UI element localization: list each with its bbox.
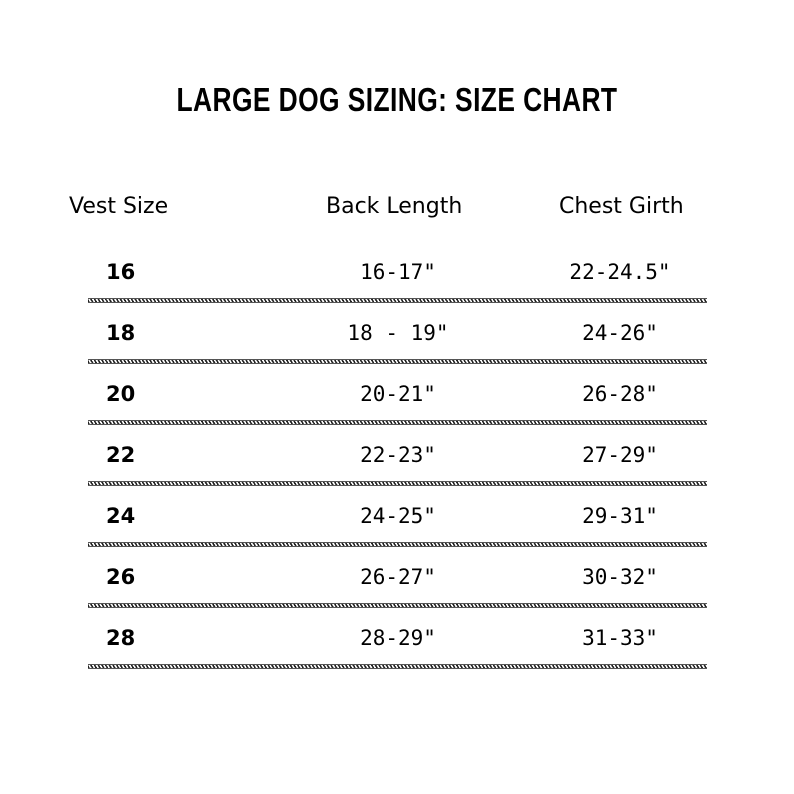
chest-girth-cell: 29-31" (582, 504, 658, 528)
header-chest-girth: Chest Girth (559, 194, 684, 219)
chest-girth-cell: 31-33" (582, 626, 658, 650)
table-row (0, 494, 794, 555)
table-row (0, 311, 794, 372)
header-vest-size: Vest Size (69, 194, 169, 219)
rope-divider (88, 664, 707, 669)
chest-girth-cell: 22-24.5" (569, 260, 671, 284)
vest-size-cell: 22 (106, 443, 136, 467)
vest-size-cell: 18 (106, 321, 136, 345)
chest-girth-cell: 30-32" (582, 565, 658, 589)
chest-girth-cell: 27-29" (582, 443, 658, 467)
rope-divider (88, 481, 707, 486)
back-length-cell: 28-29" (360, 626, 436, 650)
vest-size-cell: 26 (106, 565, 136, 589)
table-row (0, 616, 794, 677)
back-length-cell: 20-21" (360, 382, 436, 406)
rope-divider (88, 542, 707, 547)
vest-size-cell: 24 (106, 504, 136, 528)
chest-girth-cell: 24-26" (582, 321, 658, 345)
back-length-cell: 24-25" (360, 504, 436, 528)
vest-size-cell: 28 (106, 626, 136, 650)
table-row (0, 250, 794, 311)
back-length-cell: 18 - 19" (347, 321, 449, 345)
table-row (0, 372, 794, 433)
page-title: LARGE DOG SIZING: SIZE CHART (176, 81, 618, 118)
chest-girth-cell: 26-28" (582, 382, 658, 406)
rope-divider (88, 603, 707, 608)
table-header (0, 190, 794, 224)
table-row (0, 433, 794, 494)
vest-size-cell: 20 (106, 382, 136, 406)
back-length-cell: 22-23" (360, 443, 436, 467)
back-length-cell: 26-27" (360, 565, 436, 589)
back-length-cell: 16-17" (360, 260, 436, 284)
rope-divider (88, 420, 707, 425)
rope-divider (88, 298, 707, 303)
size-table (0, 250, 794, 677)
vest-size-cell: 16 (106, 260, 136, 284)
table-row (0, 555, 794, 616)
rope-divider (88, 359, 707, 364)
header-back-length: Back Length (326, 194, 463, 219)
